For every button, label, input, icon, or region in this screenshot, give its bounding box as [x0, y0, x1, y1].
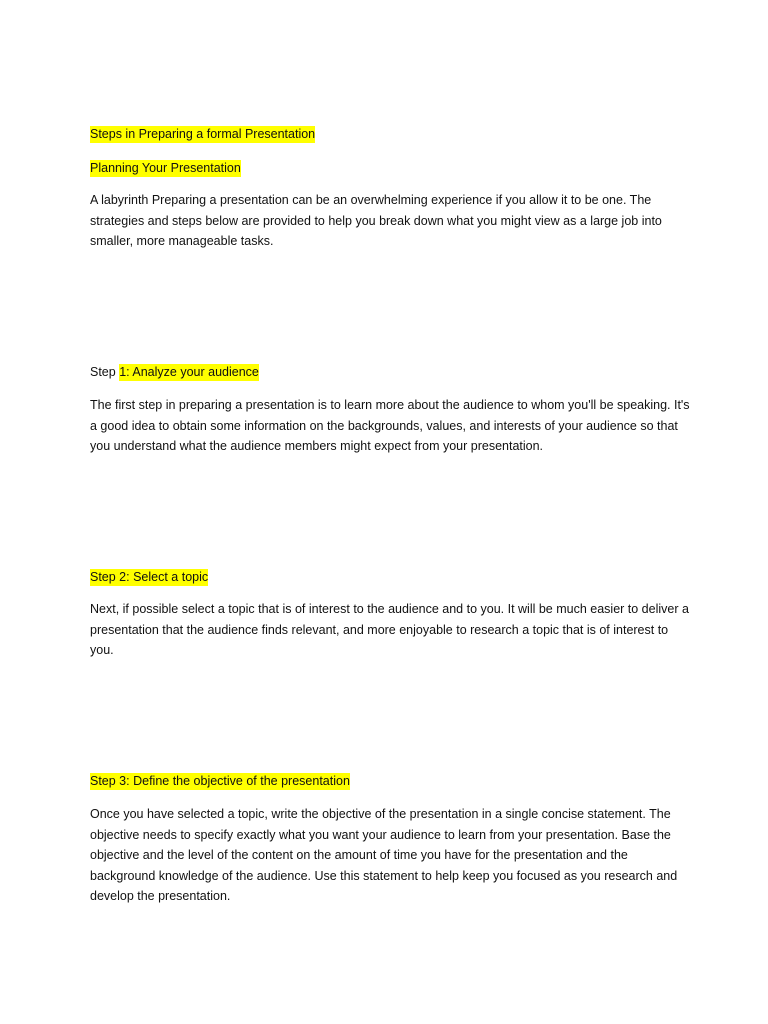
step-3-paragraph: Once you have selected a topic, write the objective of the presentation in a single concise statement. The objective needs to specify exactly what you want your audience to learn from your presentation. Base the objective and the level of the content on the amount of time you have for the presentation and the background knowledge of the audience. Use this statement to help keep you focused as you research and develop the presentation. — [90, 807, 678, 903]
step-3-heading-text: Step 3: Define the objective of the presentation — [90, 774, 350, 788]
intro-paragraph: A labyrinth Preparing a presentation can be an overwhelming experience if you allow it to be one. The strategies and steps below are provided to help you break down what you might view as a large job into smaller, more manageable tasks. — [90, 193, 662, 248]
step-3-heading — [90, 771, 350, 792]
step-1-paragraph: The first step in preparing a presentation is to learn more about the audience to whom you'll be speaking. It's a good idea to obtain some information on the backgrounds, values, and interests of your audience so that you understand what the audience members might expect from your presentation. — [90, 398, 690, 453]
step-1-prefix: Step — [90, 365, 120, 379]
planning-heading — [90, 158, 241, 179]
step-1-heading-text: 1: Analyze your audience — [119, 365, 259, 379]
step-2-heading-text: Step 2: Select a topic — [90, 570, 209, 584]
planning-heading-text: Planning Your Presentation — [90, 161, 241, 175]
step-2-paragraph: Next, if possible select a topic that is of interest to the audience and to you. It will be much easier to deliver a presentation that the audience finds relevant, and more enjoyable to research a topic that is of interest to you. — [90, 602, 689, 657]
step-1-heading — [90, 362, 259, 383]
step-2-heading — [90, 567, 208, 588]
document-title — [90, 124, 315, 145]
document-title-text: Steps in Preparing a formal Presentation — [90, 127, 316, 141]
